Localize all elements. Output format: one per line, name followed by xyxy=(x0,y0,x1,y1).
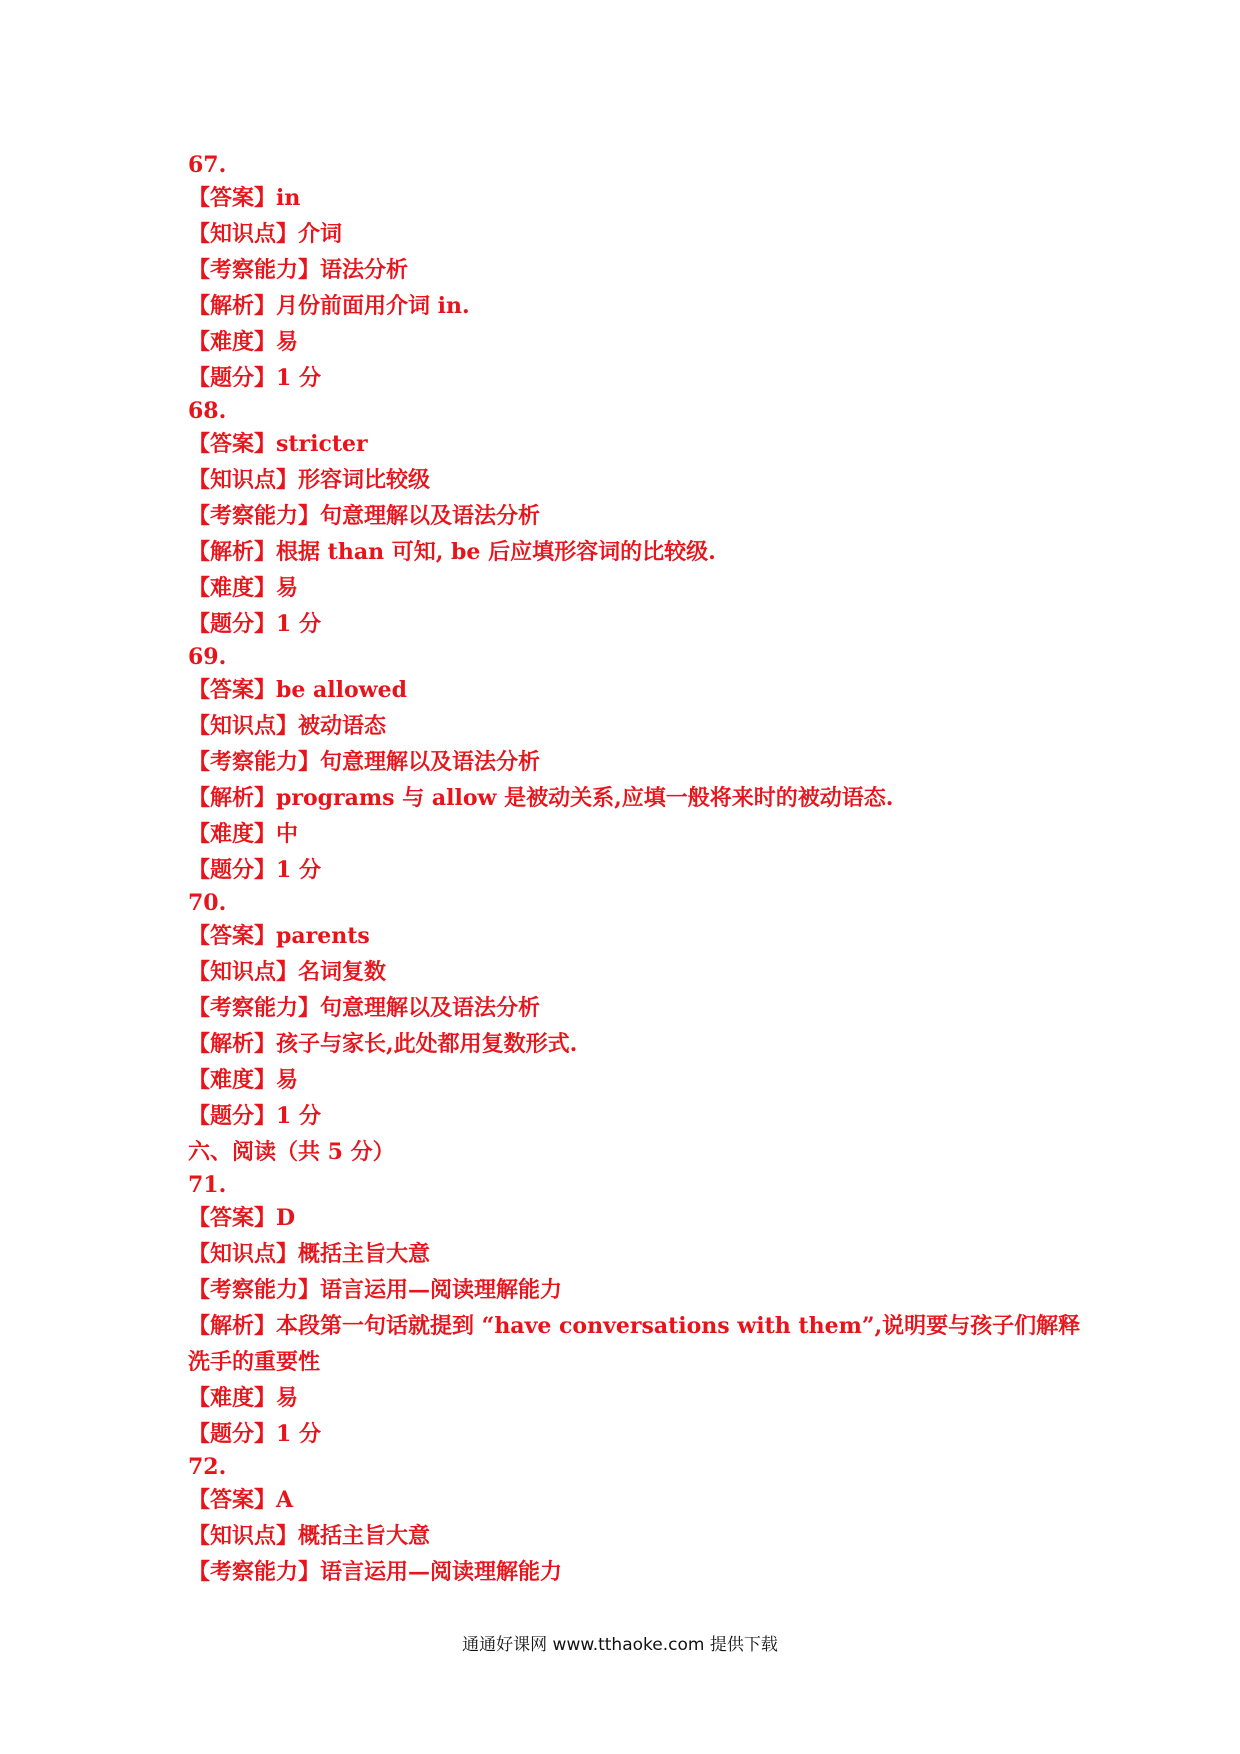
score-line: 【题分】1 分 xyxy=(188,1421,321,1447)
answer-line: 【答案】D xyxy=(188,1205,296,1231)
difficulty-line: 【难度】易 xyxy=(188,1385,299,1411)
knowledge-point-line: 【知识点】介词 xyxy=(188,221,343,247)
score-line: 【题分】1 分 xyxy=(188,857,321,883)
question-number: 68. xyxy=(188,398,227,424)
ability-line: 【考察能力】语法分析 xyxy=(188,257,409,283)
ability-line: 【考察能力】语言运用—阅读理解能力 xyxy=(188,1559,563,1585)
section-heading: 六、阅读（共 5 分） xyxy=(188,1139,395,1165)
answer-line: 【答案】parents xyxy=(188,923,370,949)
analysis-line: 【解析】孩子与家长,此处都用复数形式. xyxy=(188,1031,578,1057)
analysis-line: 【解析】根据 than 可知, be 后应填形容词的比较级. xyxy=(188,539,716,565)
analysis-line: 【解析】月份前面用介词 in. xyxy=(188,293,470,319)
knowledge-point-line: 【知识点】形容词比较级 xyxy=(188,467,431,493)
question-number: 70. xyxy=(188,890,227,916)
ability-line: 【考察能力】句意理解以及语法分析 xyxy=(188,995,541,1021)
analysis-line: 【解析】programs 与 allow 是被动关系,应填一般将来时的被动语态. xyxy=(188,785,894,811)
page-footer: 通通好课网 www.tthaoke.com 提供下载 xyxy=(462,1635,778,1655)
answer-line: 【答案】stricter xyxy=(188,431,368,457)
answer-line: 【答案】A xyxy=(188,1487,294,1513)
knowledge-point-line: 【知识点】概括主旨大意 xyxy=(188,1523,431,1549)
difficulty-line: 【难度】易 xyxy=(188,1067,299,1093)
knowledge-point-line: 【知识点】名词复数 xyxy=(188,959,387,985)
question-number: 69. xyxy=(188,644,227,670)
difficulty-line: 【难度】易 xyxy=(188,329,299,355)
knowledge-point-line: 【知识点】被动语态 xyxy=(188,713,387,739)
difficulty-line: 【难度】易 xyxy=(188,575,299,601)
ability-line: 【考察能力】句意理解以及语法分析 xyxy=(188,749,541,775)
analysis-line-continued: 洗手的重要性 xyxy=(188,1349,321,1375)
answer-line: 【答案】in xyxy=(188,185,301,211)
question-number: 71. xyxy=(188,1172,227,1198)
analysis-line: 【解析】本段第一句话就提到 “have conversations with them”,说明要与孩子们解释 xyxy=(188,1313,1081,1339)
answer-line: 【答案】be allowed xyxy=(188,677,408,703)
score-line: 【题分】1 分 xyxy=(188,611,321,637)
knowledge-point-line: 【知识点】概括主旨大意 xyxy=(188,1241,431,1267)
ability-line: 【考察能力】句意理解以及语法分析 xyxy=(188,503,541,529)
question-number: 72. xyxy=(188,1454,227,1480)
score-line: 【题分】1 分 xyxy=(188,1103,321,1129)
ability-line: 【考察能力】语言运用—阅读理解能力 xyxy=(188,1277,563,1303)
difficulty-line: 【难度】中 xyxy=(188,821,299,847)
score-line: 【题分】1 分 xyxy=(188,365,321,391)
answer-key-content xyxy=(188,150,1081,1590)
question-number: 67. xyxy=(188,152,227,178)
